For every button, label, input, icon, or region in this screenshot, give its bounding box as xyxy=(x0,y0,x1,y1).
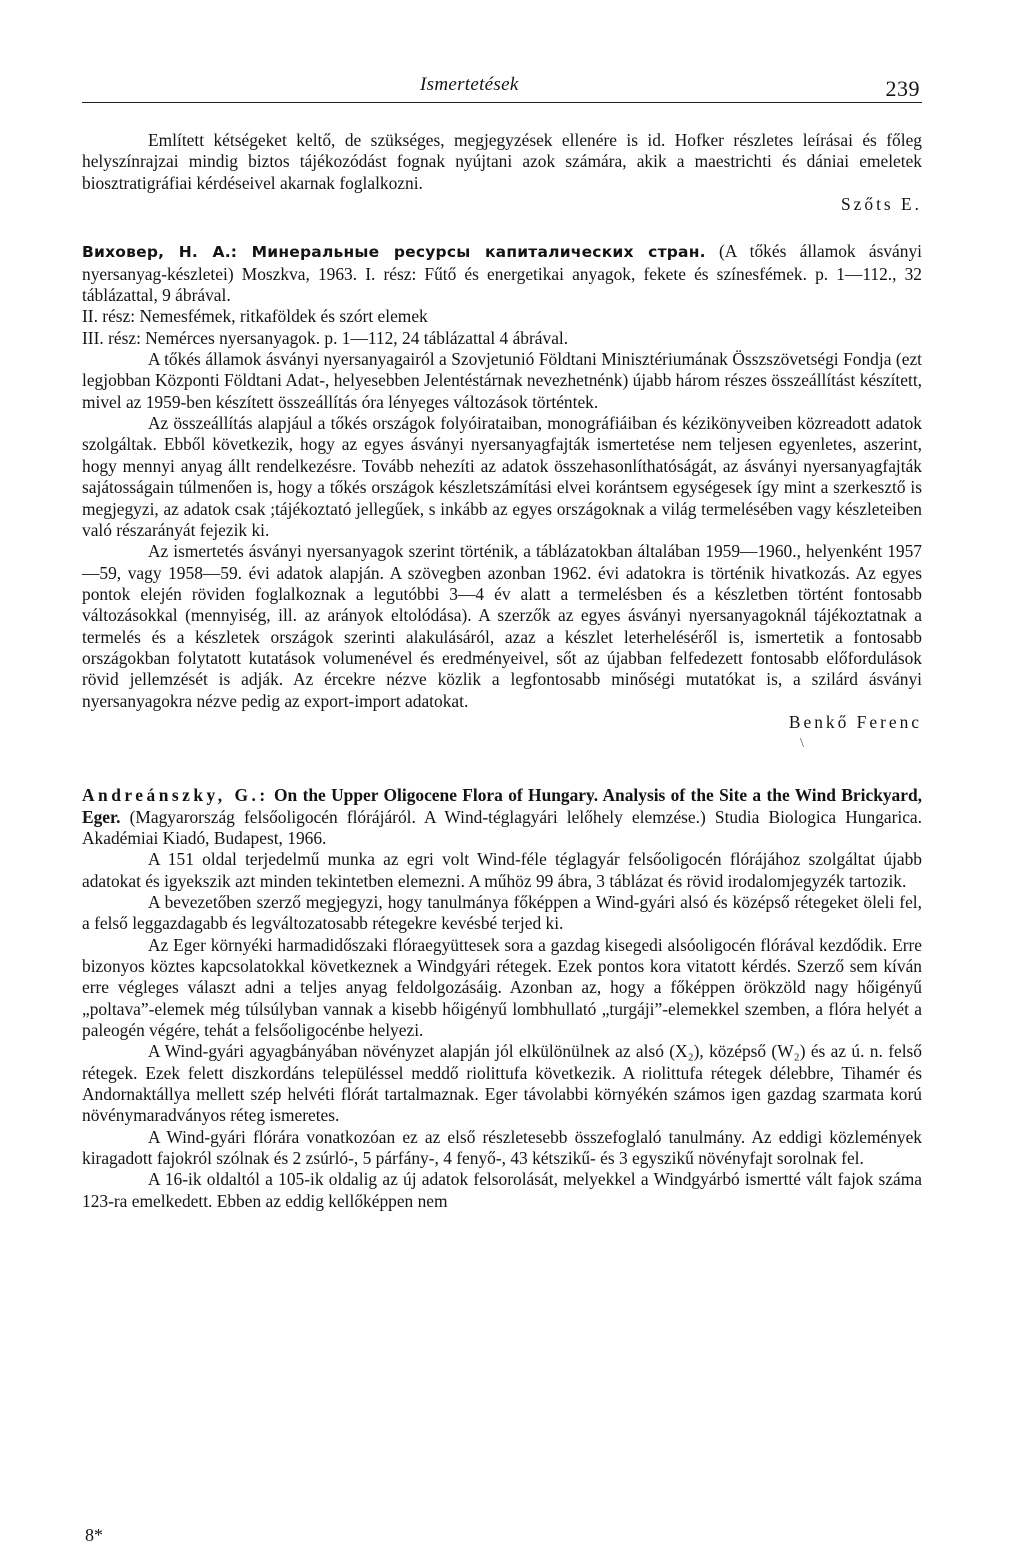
citation-title: On the Upper Oligocene Flora of Hungary. Analysis of the Site a the Wind Brickyard, Eger. xyxy=(82,785,922,827)
review-hofker-ending xyxy=(82,130,922,215)
citation-part: II. rész: Nemesfémek, ritkaföldek és szórt elemek xyxy=(82,306,428,327)
paragraph: A Wind-gyári agyagbányában növényzet alapján jól elkülönülnek az alsó (X₂), középső (W₂) és az ú. n. felső rétegek. Ezek felett diszkordáns településsel meddő riolittufa következik. A riolittufa rétegek délebbre, Tihamér és Andornaktállya mellett szép helvéti flórát tartalmaznak. Eger távolabbi környékén számos igen gazdag szarmata korú növénymaradványos réteg ismeretes. xyxy=(82,1041,922,1126)
running-head: Ismertetések xyxy=(420,74,519,95)
review-andreanszky xyxy=(82,785,922,1212)
paragraph: A 151 oldal terjedelmű munka az egri volt Wind-féle téglagyár felsőoligocén flórájához szolgáltat újabb adatokat és igyekszik azt minden tekintetben elemezni. A műhöz 99 ábra, 3 táblázat és rövid irodalomjegyzék tartozik. xyxy=(82,849,922,891)
citation-details: (A tőkés államok ásványi nyersanyag-készletei) Moszkva, 1963. I. rész: Fűtő és energetikai anyagok, fekete és színesfémek. p. 1—112., 32 táblázattal, 9 ábrával. xyxy=(82,241,922,306)
paragraph: A bevezetőben szerző megjegyzi, hogy tanulmánya főképpen a Wind-gyári alsó és középső rétegeket öleli fel, a felső leggazdagabb és legváltozatosabb rétegekre kevésbé terjed ki. xyxy=(82,892,922,934)
citation xyxy=(82,241,922,306)
citation-part: III. rész: Nemérces nyersanyagok. p. 1—112, 24 táblázattal 4 ábrával. xyxy=(82,327,569,348)
paragraph: A 16-ik oldaltól a 105-ik oldalig az új adatok felsorolását, melyekkel a Windgyárbó ismertté vált fajok száma 123-ra emelkedett. Ebben az eddig kellőképpen nem xyxy=(82,1169,922,1211)
paragraph: Az összeállítás alapjául a tőkés országok folyóirataiban, monográfiáiban és kézikönyveiben közreadott adatok szolgáltak. Ebből következik, hogy az egyes ásványi nyersanyagfajták ismertetése nem teljesen egyenletes, aszerint, hogy mennyi anyag állt rendelkezésre. Tovább nehezíti az adatok összehasonlíthatóságát, az ásványi nyersanyagfajták sajátosságain túlmenően is, hogy a tőkés országok készletszámítási elvei korántsem egységesek így mint a szerkesztő is megjegyzi, az adatok csak ;tájékoztató jellegűek, s inkább az egyes országoknak a világ termelésében vagy készleteiben való részarányát fejezik ki. xyxy=(82,413,922,540)
stray-mark: \ xyxy=(800,736,804,752)
paragraph: Az ismertetés ásványi nyersanyagok szerint történik, a táblázatokban általában 1959—1960., helyenként 1957—59, vagy 1958—59. évi adatok alapján. A szövegben azonban 1962. évi adatokra is történik hivatkozás. Az egyes pontok elején röviden foglalkoznak a legutóbbi 3—4 év alatt a termelésben és a készletben történt fontosabb változásokkal (mennyiség, ill. az arányok eltolódása). A szerzők az egyes ásványi nyersanyagoknál tájékoztatnak a termelés és a készletek országok szerinti alakulásáról, azaz a készlet leterheléséről is, ismertetik a fontosabb országokban folytatott kutatások volumenével és eredményeivel, sőt az újabban felfedezett fontosabb előfordulások rövid jellemzését is adják. Az ércekre nézve közlik a legfontosabb minőségi mutatókat is, a szilárd ásványi nyersanyagokra nézve pedig az export-import adatokat. xyxy=(82,541,922,711)
page-header xyxy=(82,72,922,106)
page-content xyxy=(82,130,922,1212)
signature-mark: 8* xyxy=(85,1525,103,1545)
review-vikhover xyxy=(82,241,922,752)
paragraph: A tőkés államok ásványi nyersanyagairól a Szovjetunió Földtani Minisztériumának Összszövetségi Fondja (ezt legjobban Központi Földtani Adat-, helyesebben Jelentéstárnak nevezhetnénk) újabb három részes összeállítást készített, mivel az 1959-ben készített összeállítás óra lényeges változások történtek. xyxy=(82,349,922,412)
paragraph: Említett kétségeket keltő, de szükséges, megjegyzések ellenére is id. Hofker részletes leírásai és főleg helyszínrajzai mindig biztos tájékozódást fognak nyújtani azok számára, akik a maestrichti és dániai emeletek biosztratigráfiai kérdéseivel akarnak foglalkozni. xyxy=(82,130,922,193)
reviewer-signature: Szőts E. xyxy=(840,194,922,215)
citation-details: (Magyarország felsőoligocén flórájáról. A Wind-téglagyári lelőhely elemzése.) Studia Biologica Hungarica. Akadémiai Kiadó, Budapest, 1966. xyxy=(82,806,922,848)
document-page xyxy=(82,0,922,1548)
paragraph: A Wind-gyári flórára vonatkozóan ez az első részletesebb összefoglaló tanulmány. Az eddigi közlemények kiragadott fajokról szólnak és 2 zsúrló-, 5 párfány-, 4 fenyő-, 43 kétszikű- és 3 egyszikű növényfajt sorolnak fel. xyxy=(82,1126,922,1169)
citation-author-title: Виховер, Н. А.: Минеральные ресурсы капиталических стран. xyxy=(82,243,706,262)
paragraph: Az Eger környéki harmadidőszaki flóraegyüttesek sora a gazdag kisegedi alsóoligocén flórával kezdődik. Erre bizonyos köztes kapcsolatokkal következnek a Windgyári rétegek. Ezek pontos kora vitatott kérdés. Szerző sem kíván erre végleges választ adni a teljes anyag feldolgozásáig. Azonban az, hogy a főképpen örökzöld nagy hőigényű „poltava”-elemek még túlsúlyban vannak a kisebb hőigényű lombhullató „turgáji”-elemekkel szemben, a flóra helyét a paleogén végére, tehát a felsőoligocénbe helyezi. xyxy=(82,934,922,1041)
page-number: 239 xyxy=(885,76,920,101)
header-rule xyxy=(82,102,922,103)
citation-author: Andreánszky, G.: xyxy=(82,785,269,806)
citation xyxy=(82,785,922,849)
reviewer-signature: Benkő Ferenc xyxy=(788,711,922,732)
